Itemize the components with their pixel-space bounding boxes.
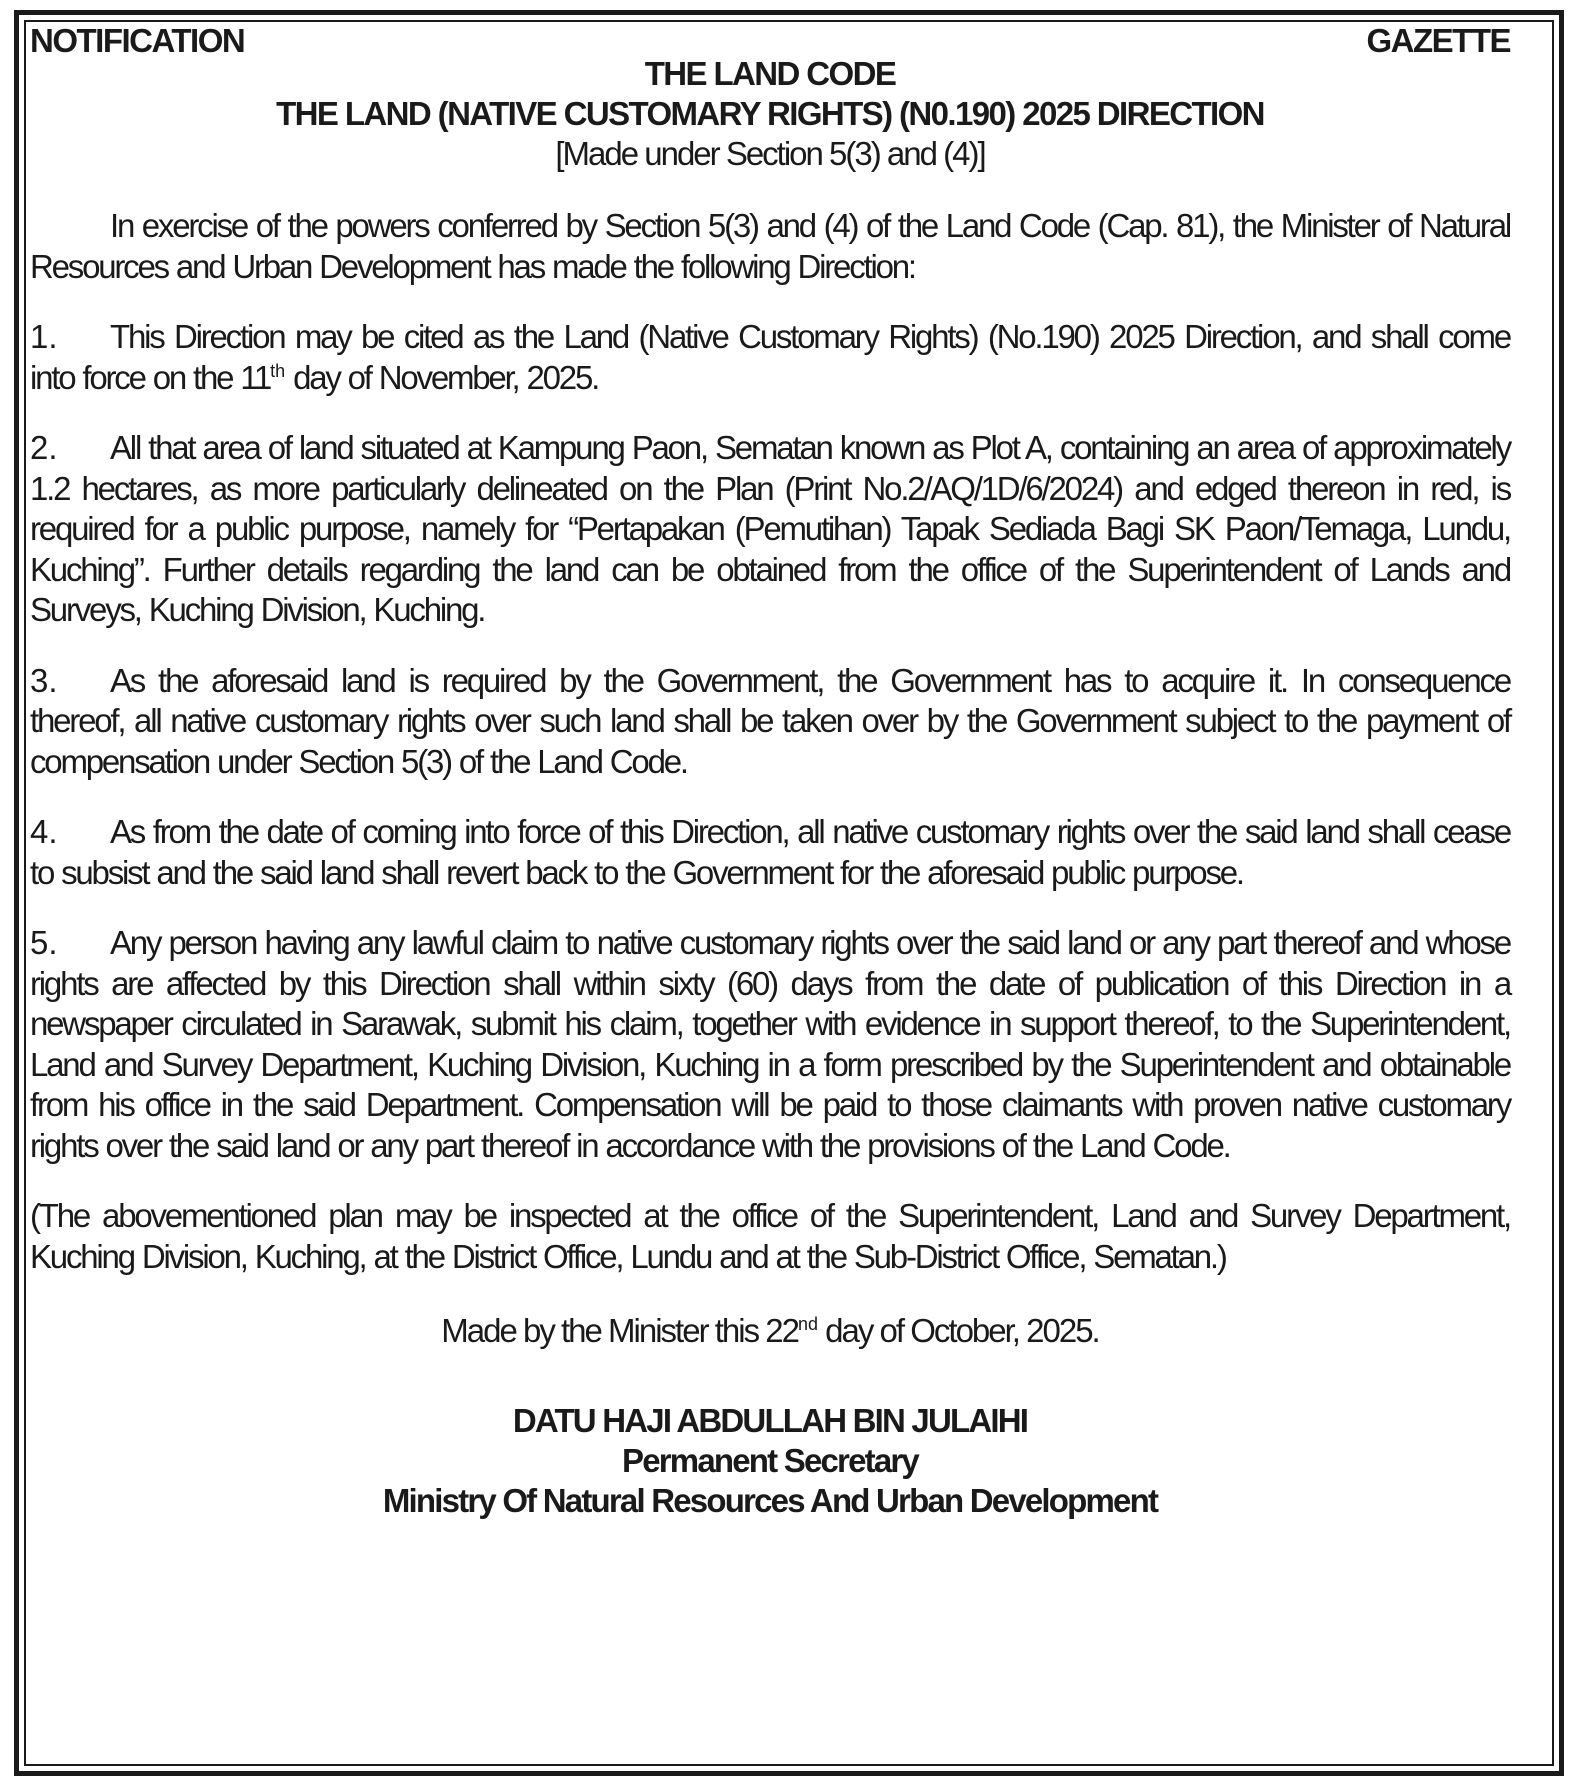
paragraph-5 — [30, 923, 1510, 1166]
notice-header — [30, 22, 1510, 64]
paragraph-4 — [30, 812, 1510, 893]
intro-paragraph: In exercise of the powers conferred by Section 5(3) and (4) of the Land Code (Cap. 81), the Minister of Natural Resources and Urban Development has made the following Direction: — [30, 207, 1510, 285]
title-direction: THE LAND (NATIVE CUSTOMARY RIGHTS) (N0.190) 2025 DIRECTION — [276, 95, 1264, 132]
paragraph-number: 1. — [30, 318, 58, 355]
paragraph-3 — [30, 661, 1510, 783]
paragraph-text: This Direction may be cited as the Land (Native Customary Rights) (No.190) 2025 Direction, and shall come into force on the 11 — [30, 318, 1510, 396]
paragraph-number: 3. — [30, 661, 58, 699]
notice-content — [30, 22, 1510, 1521]
paragraph-number: 2. — [30, 429, 58, 466]
superscript-th: th — [270, 360, 286, 381]
title-land-code: THE LAND CODE — [644, 55, 896, 92]
signature-block — [30, 1401, 1510, 1521]
title-made-under: [Made under Section 5(3) and (4)] — [555, 135, 985, 172]
superscript-nd: nd — [797, 1314, 818, 1334]
signatory-position: Permanent Secretary — [622, 1442, 918, 1479]
paragraph-text: As from the date of coming into force of this Direction, all native customary rights over the said land shall cease to subsist and the said land shall revert back to the Government for the aforesaid public purpose. — [30, 813, 1510, 891]
paragraph-text: All that area of land situated at Kampung Paon, Sematan known as Plot A, containing an area of approximately 1.2 hectares, as more particularly delineated on the Plan (Print No.2/AQ/1D/6/2024) and edged thereon in red, is required for a public purpose, namely for “Pertapakan (Pemutihan) Tapak Sediada Bagi SK Paon/Temaga, Lundu, Kuching”. Further details regarding the land can be obtained from the office of the Superintendent of Lands and Surveys, Kuching Division, Kuching. — [30, 429, 1510, 628]
paragraph-1 — [30, 317, 1510, 398]
made-text: Made by the Minister this 22 — [441, 1312, 798, 1349]
notification-label: NOTIFICATION — [30, 22, 245, 59]
paragraph-number: 4. — [30, 813, 58, 850]
plan-inspection-note: (The abovementioned plan may be inspected at the office of the Superintendent, Land and Survey Department, Kuching Division, Kuching, at the District Office, Lundu and at the Sub-District Office, Sematan.) — [30, 1197, 1510, 1275]
gazette-label: GAZETTE — [1366, 22, 1510, 59]
paragraph-text-end: day of November, 2025. — [285, 358, 599, 396]
paragraph-2 — [30, 428, 1510, 631]
paragraph-text: As the aforesaid land is required by the Government, the Government has to acquire it. In consequence thereof, all native customary rights over such land shall be taken over by the Government subject to the payment of compensation under Section 5(3) of the Land Code. — [30, 661, 1510, 780]
made-text-end: day of October, 2025. — [818, 1312, 1099, 1349]
signatory-name: DATU HAJI ABDULLAH BIN JULAIHI — [512, 1402, 1028, 1439]
paragraph-number: 5. — [30, 924, 58, 961]
paragraph-text: Any person having any lawful claim to native customary rights over the said land or any part thereof and whose rights are affected by this Direction shall within sixty (60) days from the date of publication of this Direction in a newspaper circulated in Sarawak, submit his claim, together with evidence in support thereof, to the Superintendent, Land and Survey Department, Kuching Division, Kuching in a form prescribed by the Superintendent and obtainable from his office in the said Department. Compensation will be paid to those claimants with proven native customary rights over the said land or any part thereof in accordance with the provisions of the Land Code. — [30, 924, 1510, 1164]
signatory-ministry: Ministry Of Natural Resources And Urban Development — [382, 1482, 1158, 1519]
made-by-minister-line — [30, 1311, 1510, 1351]
